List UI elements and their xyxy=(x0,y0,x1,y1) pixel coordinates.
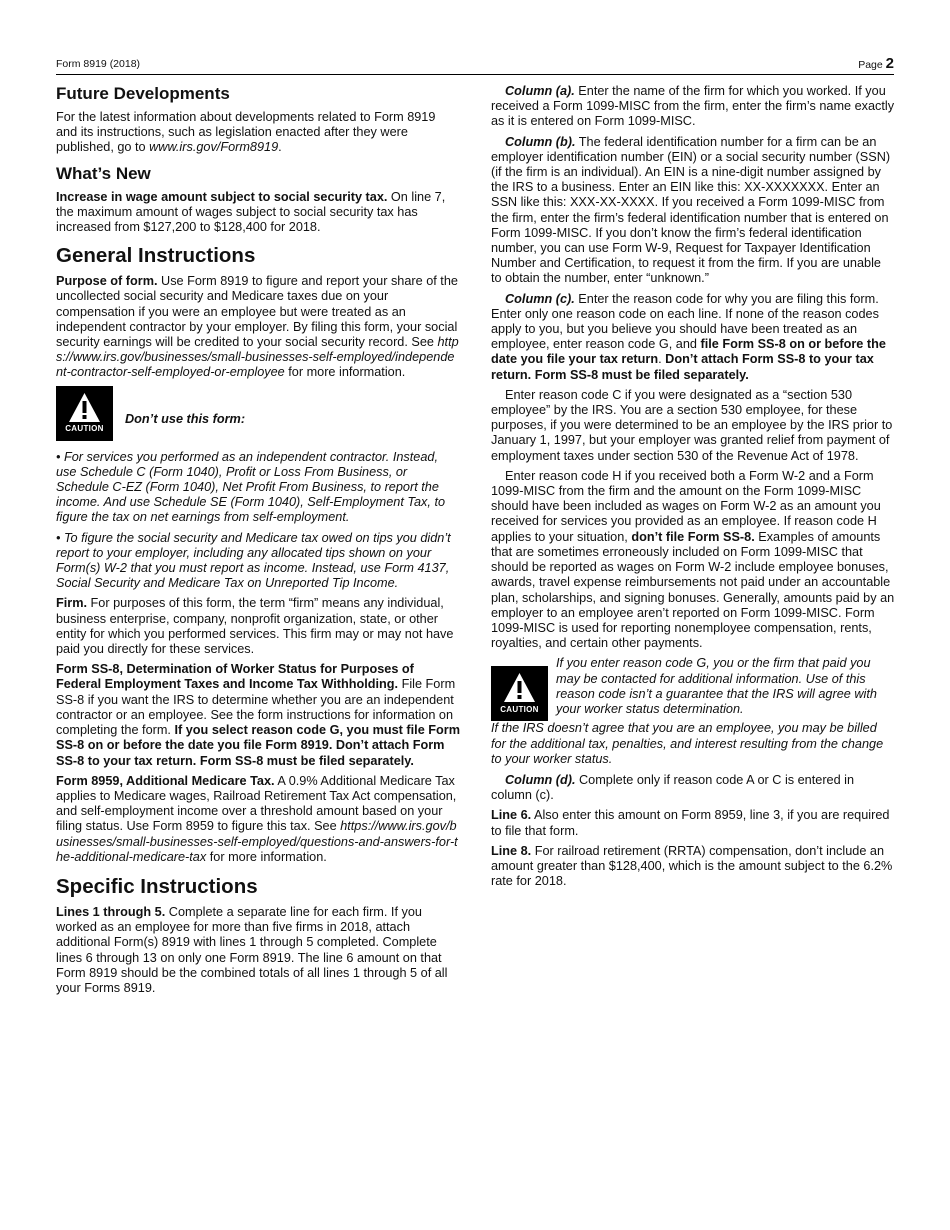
page-number: 2 xyxy=(885,55,894,72)
firm-paragraph: Firm. For purposes of this form, the term “firm” means any individual, business enterprise, company, nonprofit organization, state, or other entity for which you performed services. This firm may or may not have paid you directly for these services. xyxy=(56,596,454,657)
whats-new-heading: What’s New xyxy=(56,163,151,183)
contractor-link[interactable]: https://www.irs.gov/businesses/small-businesses-self-employed/independent-contractor-self-employed-or-employee xyxy=(56,335,459,380)
reason-code-h-paragraph: Enter reason code H if you received both a Form W-2 and a Form 1099-MISC from the firm and the amount on the Form 1099-MISC should have been included as wages on Form W-2 as an amount you received for services you provided as an employee. If reason code H applies to your situation, don’t file Form SS-8. Examples of amounts that are sometimes erroneously included on Form 1099-MISC that should be reported as wages on Form W-2 include employee bonuses, awards, travel expense reimbursements not paid under an accountable plan, scholarships, and signing bonuses. Generally, amounts paid by an employer to an employee aren’t reported on Form 1099-MISC. Form 1099-MISC is used for reporting nonemployee compensation, rents, royalties, and certain other payments. xyxy=(491,468,895,651)
bullet-tips: • To figure the social security and Medicare tax owed on tips you didn’t report to your employer, including any allocated tips shown on your Form(s) W-2 that you must report as income. Instead, use Form 4137, Social Security and Medicare Tax on Unreported Tip Income. xyxy=(56,530,451,591)
column-b-paragraph: Column (b). The federal identification number for a firm can be an employer identification number (EIN) or a social security number (SSN) (if the firm is an individual). An EIN is a nine-digit number assigned by the IRS to a business. Enter an EIN like this: XX-XXXXXXX. Enter an SSN like this: XXX-XX-XXXX. If you received a Form 1099-MISC from the firm, enter the firm’s federal identification number that is entered on Form 1099-MISC. If you don’t know the firm’s federal identification number, you can use Form W-9, Request for Taxpayer Identification Number and Certification, to request it from the firm. If you are unable to obtain the number, enter “unknown.” xyxy=(491,134,891,286)
line-8-paragraph: Line 8. For railroad retirement (RRTA) compensation, don’t include an amount greater than $128,400, which is the amount subject to the 6.2% rate for 2018. xyxy=(491,843,893,889)
page-indicator xyxy=(858,55,894,72)
dont-use-label: Don’t use this form: xyxy=(125,411,246,426)
line-6-paragraph: Line 6. Also enter this amount on Form 8959, line 3, if you are required to file that form. xyxy=(491,808,890,838)
whats-new-text: Increase in wage amount subject to social security tax. On line 7, the maximum amount of wages subject to social security tax has increased from $127,200 to $128,400 for 2018. xyxy=(56,189,446,235)
specific-instructions-heading: Specific Instructions xyxy=(56,874,258,898)
page-word: Page xyxy=(858,59,883,71)
general-instructions-heading: General Instructions xyxy=(56,244,256,268)
irs-form8919-link[interactable]: www.irs.gov/Form8919 xyxy=(149,140,279,155)
page-header xyxy=(56,55,894,75)
left-column xyxy=(56,84,460,1001)
purpose-paragraph: Purpose of form. Use Form 8919 to figure and report your share of the uncollected social security and Medicare taxes due on your compensation if you were an employee but were treated as an independent contractor by your employer. By filing this form, your social security earnings will be credited to your social security record. See https://www.irs.gov/businesses/small-businesses-self-employed/independent-contractor-self-employed-or-employee for more information. xyxy=(56,274,459,380)
medicare-tax-link[interactable]: https://www.irs.gov/businesses/small-businesses-self-employed/questions-and-answers-for-the-additional-medicare-tax xyxy=(56,819,458,864)
form-8959-paragraph: Form 8959, Additional Medicare Tax. A 0.9% Additional Medicare Tax applies to Medicare wages, Railroad Retirement Tax Act compensation, and self-employment income over a threshold amount based on your filing status. Use Form 8959 to figure this tax. See https://www.irs.gov/businesses/small-businesses-self-employed/questions-and-answers-for-the-additional-medicare-tax for more information. xyxy=(56,773,458,864)
caution-icon: CAUTION xyxy=(491,666,548,721)
lines-1-5-paragraph: Lines 1 through 5. Complete a separate line for each firm. If you worked as an employee for more than five firms in 2018, attach additional Form(s) 8919 with lines 1 through 5 completed. Complete lines 6 through 13 on only one Form 8919. The line 6 amount on that Form 8919 should be the combined totals of all lines 1 through 5 of all your Forms 8919. xyxy=(56,904,448,995)
future-developments-heading: Future Developments xyxy=(56,84,230,103)
column-c-paragraph: Column (c). Enter the reason code for why you are filing this form. Enter only one reason code on each line. If none of the reason codes apply to you, but you believe you should have been treated as an employee, enter reason code G, and file Form SS-8 on or before the date you file your tax return. Don’t attach Form SS-8 to your tax return. Form SS-8 must be filed separately. xyxy=(491,291,886,382)
caution-icon: CAUTION xyxy=(56,386,113,441)
right-column xyxy=(491,84,895,894)
form-label: Form 8919 (2018) xyxy=(56,58,141,70)
column-d-paragraph: Column (d). Complete only if reason code A or C is entered in column (c). xyxy=(491,772,855,803)
reason-code-c-paragraph: Enter reason code C if you were designated as a “section 530 employee” by the IRS. You are a section 530 employee, for these purposes, if you were determined to be an employee by the IRS prior to January 1, 1997, but your employer was granted relief from payment of employment taxes under section 530 of the Revenue Act of 1978. xyxy=(491,387,893,463)
caution-reason-code-g-text: If you enter reason code G, you or the firm that paid you may be contacted for additional information. Use of this reason code isn’t a guarantee that the IRS will agree with your worker status determination. xyxy=(556,656,877,716)
column-a-paragraph: Column (a). Enter the name of the firm for which you worked. If you received a Form 1099-MISC from the firm, enter the firm’s name exactly as it is entered on Form 1099-MISC. xyxy=(491,84,895,129)
irs-disagree-text: If the IRS doesn’t agree that you are an employee, you may be billed for the additional tax, penalties, and interest resulting from the change to your worker status. xyxy=(491,721,884,766)
future-developments-text: For the latest information about developments related to Form 8919 and its instructions, such as legislation enacted after they were published, go to www.irs.gov/Form8919. xyxy=(56,110,436,155)
caution-reason-code-g xyxy=(491,656,895,721)
form-ss8-paragraph: Form SS-8, Determination of Worker Status for Purposes of Federal Employment Taxes and Income Tax Withholding. File Form SS-8 if you want the IRS to determine whether you are an independent contractor or an employee. See the form instructions for information on completing the form. If you select reason code G, you must file Form SS-8 on or before the date you file Form 8919. Don’t attach Form SS-8 to your tax return. Form SS-8 must be filed separately. xyxy=(56,662,461,768)
caution-dont-use xyxy=(56,386,460,441)
bullet-independent-contractor: • For services you performed as an independent contractor. Instead, use Schedule C (Form 1040), Profit or Loss From Business, or Schedule C-EZ (Form 1040), Net Profit From Business, to report the income. And use Schedule SE (Form 1040), Self-Employment Tax, to figure the tax on net earnings from self-employment. xyxy=(56,449,446,525)
